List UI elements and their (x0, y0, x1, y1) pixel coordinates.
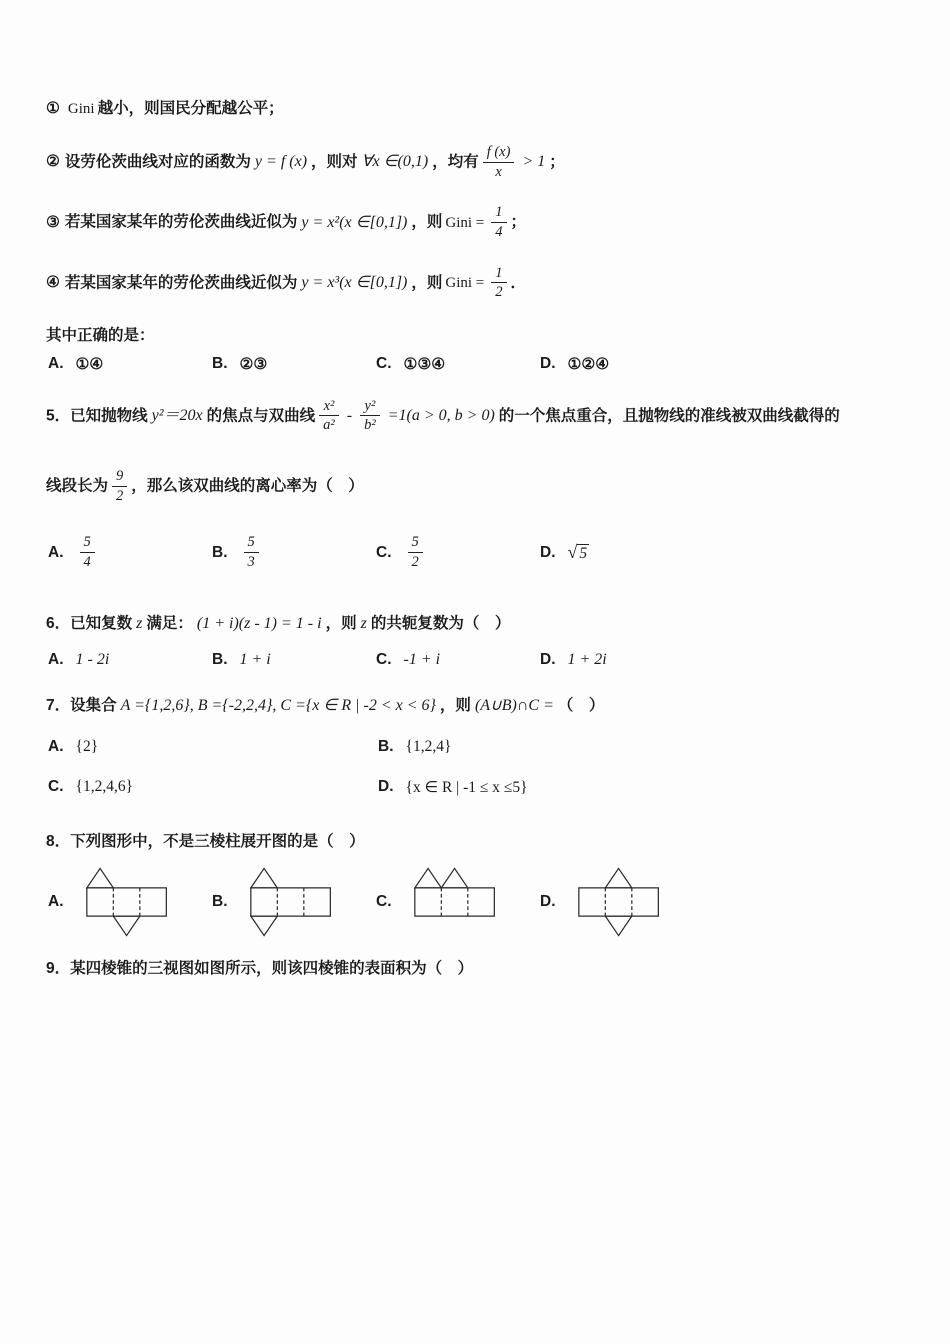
q7-stem (46, 695, 910, 717)
q9-text: 某四棱锥的三视图如图所示，则该四棱锥的表面积为（ ） (70, 960, 474, 978)
q5-text-5: ，那么该双曲线的离心率为（ ） (131, 477, 364, 495)
q7-option-c (48, 778, 378, 796)
q7-option-a (48, 738, 378, 756)
q7-option-b (378, 738, 708, 756)
q8-option-c (376, 864, 540, 940)
q7-options-row-2 (48, 778, 910, 797)
statement-2-formula-1: y = f (x) (254, 153, 308, 171)
fraction-denominator: 4 (495, 224, 503, 241)
q7-options (46, 738, 910, 797)
q8-text: 下列图形中，不是三棱柱展开图的是（ ） (70, 832, 365, 850)
fraction-numerator: 5 (80, 534, 95, 553)
fraction-numerator: 5 (244, 534, 259, 553)
statement-4-text-3: ． (510, 273, 527, 291)
statement-2-marker: ② (46, 153, 60, 171)
option-label: D. (540, 893, 556, 911)
option-fraction (244, 534, 259, 570)
option-label: D. (540, 355, 556, 373)
option-fraction (80, 534, 95, 570)
option-value: ①②④ (567, 355, 610, 373)
prism-net-c-image (406, 864, 512, 940)
q5-formula-condition: =1(a > 0, b > 0) (387, 406, 495, 424)
q6-options (48, 651, 910, 669)
option-label: B. (212, 355, 228, 373)
statement-3-fraction (491, 204, 506, 240)
statement-4-formula-1: y = x³(x ∈[0,1]) (301, 273, 408, 291)
fraction-denominator: 4 (83, 554, 91, 571)
q5-text-1: 已知抛物线 (70, 406, 148, 424)
option-label: C. (376, 355, 392, 373)
sqrt-value: 5 (579, 545, 588, 563)
q5-option-d (540, 542, 704, 563)
q7-options-row-1 (48, 738, 910, 756)
statement-1-text: 越小，则国民分配越公平； (97, 100, 284, 117)
fraction-numerator: f (x) (483, 144, 515, 163)
q8-option-b (212, 864, 376, 940)
sqrt-expression (568, 542, 590, 563)
option-label: B. (212, 651, 228, 669)
statement-3-text-1: 若某国家某年的劳伦茨曲线近似为 (64, 213, 298, 231)
fraction-denominator: b² (364, 417, 376, 434)
statement-3-formula-1: y = x²(x ∈[0,1]) (301, 213, 408, 231)
option-value: {2} (75, 737, 99, 755)
prism-net-a-image (78, 864, 184, 940)
fraction-denominator: 3 (247, 554, 255, 571)
statement-4-gini: Gini = (445, 274, 485, 291)
statement-1-gini: Gini (67, 101, 95, 117)
prism-net-d-image (570, 864, 676, 940)
q5-fraction-y2b2 (360, 398, 380, 434)
option-value: ①③④ (403, 355, 446, 373)
option-label: B. (378, 737, 394, 755)
option-label: C. (376, 543, 392, 561)
option-label: C. (376, 893, 392, 911)
q7-text-2: ，则 (439, 697, 471, 715)
option-label: A. (48, 543, 64, 561)
q6-text-1: 已知复数 (70, 614, 133, 632)
q5-option-c (376, 534, 540, 570)
statement-3-text-3: ； (510, 213, 527, 231)
option-value: -1 + i (403, 651, 441, 669)
statement-2-text-2: ，则对 (311, 153, 358, 171)
option-value: 1 + i (239, 651, 271, 669)
q6-text-3: ，则 (325, 614, 357, 632)
statement-4-fraction (491, 265, 506, 301)
fraction-denominator: 2 (495, 284, 503, 301)
q6-text-2: 满足： (146, 614, 193, 632)
option-label: C. (48, 778, 64, 796)
statement-2 (46, 144, 910, 180)
q6-text-4: 的共轭复数为（ ） (370, 614, 511, 632)
statement-2-fraction (483, 144, 515, 180)
q6-option-b (212, 651, 376, 669)
fraction-numerator: 1 (491, 265, 506, 284)
statement-1 (46, 98, 910, 120)
option-value: {1,2,4,6} (75, 778, 134, 796)
q7-text-1: 设集合 (70, 697, 117, 715)
option-label: B. (212, 543, 228, 561)
q8-number: 8． (46, 832, 71, 850)
q5-fraction-x2a2 (319, 398, 339, 434)
option-label: D. (540, 543, 556, 561)
q5-text-3: 的一个焦点重合，且抛物线的准线被双曲线截得的 (498, 406, 840, 424)
q6-equation: (1 + i)(z - 1) = 1 - i (196, 614, 322, 632)
statement-3 (46, 204, 910, 240)
option-fraction (408, 534, 423, 570)
option-label: C. (376, 651, 392, 669)
option-label: A. (48, 893, 64, 911)
q4-option-d (540, 355, 704, 374)
option-label: A. (48, 355, 64, 373)
q5-options (48, 534, 910, 570)
option-label: D. (378, 778, 394, 796)
option-label: B. (212, 893, 228, 911)
statement-2-text-1: 设劳伦茨曲线对应的函数为 (64, 153, 251, 171)
statement-3-gini: Gini = (445, 214, 485, 231)
statement-1-marker: ① (46, 100, 60, 117)
option-value: {x ∈ R | -1 ≤ x ≤5} (405, 778, 528, 796)
q8-stem (46, 831, 910, 853)
statement-2-text-3: ，均有 (432, 153, 479, 171)
q9-number: 9． (46, 960, 71, 978)
statement-2-text-4: ； (549, 153, 565, 171)
q9-stem (46, 958, 910, 980)
q7-option-d (378, 778, 708, 797)
q8-option-d (540, 864, 704, 940)
statement-2-formula-2: ∀x ∈(0,1) (361, 153, 429, 171)
statement-4-marker: ④ (46, 273, 60, 291)
fraction-numerator: y² (360, 398, 380, 417)
option-value: ①④ (75, 355, 104, 373)
q7-expression: (A∪B)∩C = (474, 697, 554, 715)
q6-option-d (540, 651, 704, 669)
q7-sets-definition: A ={1,2,6}, B ={-2,2,4}, C ={x ∈ R | -2 < x < 6} (120, 697, 436, 715)
q7-number: 7． (46, 697, 71, 715)
q5-option-a (48, 534, 212, 570)
fraction-numerator: 9 (112, 468, 127, 487)
option-value: 1 - 2i (75, 651, 110, 669)
fraction-denominator: 2 (411, 554, 419, 571)
q6-option-a (48, 651, 212, 669)
q4-option-b (212, 355, 376, 374)
q5-number: 5． (46, 406, 71, 424)
q5-text-4: 线段长为 (46, 477, 109, 495)
fraction-denominator: x (495, 163, 502, 180)
statement-3-marker: ③ (46, 213, 60, 231)
q8-options (48, 864, 910, 940)
q5-stem (46, 398, 910, 434)
option-value: ②③ (239, 355, 268, 373)
q8-option-a (48, 864, 212, 940)
q4-option-a (48, 355, 212, 374)
q5-fraction-92 (112, 468, 127, 504)
q6-option-c (376, 651, 540, 669)
fraction-denominator: a² (323, 417, 335, 434)
option-label: A. (48, 737, 64, 755)
option-label: D. (540, 651, 556, 669)
q5-text-2: 的焦点与双曲线 (206, 406, 316, 424)
sqrt-sign-icon: √ (567, 542, 578, 563)
fraction-denominator: 2 (116, 487, 124, 504)
statement-4 (46, 265, 910, 301)
fraction-numerator: x² (319, 398, 339, 417)
q5-minus-sign: - (346, 406, 353, 424)
q5-stem-line-2 (46, 468, 910, 504)
option-value: 1 + 2i (567, 651, 607, 669)
q6-z-symbol-2: z (360, 614, 367, 632)
q5-option-b (212, 534, 376, 570)
fraction-numerator: 5 (408, 534, 423, 553)
statement-3-text-2: ，则 (411, 213, 443, 231)
statement-4-text-1: 若某国家某年的劳伦茨曲线近似为 (64, 273, 298, 291)
q5-formula-parabola: y²＝20x (151, 406, 203, 424)
q6-number: 6． (46, 614, 71, 632)
q4-prompt: 其中正确的是： (46, 327, 155, 345)
statement-2-formula-3: > 1 (522, 153, 546, 171)
q7-text-3: （ ） (557, 697, 605, 715)
option-label: A. (48, 651, 64, 669)
q4-option-c (376, 355, 540, 374)
q6-stem (46, 613, 910, 635)
option-value: {1,2,4} (405, 737, 452, 755)
q6-z-symbol: z (136, 614, 143, 632)
q4-options (48, 355, 910, 374)
statement-4-text-2: ，则 (411, 273, 443, 291)
prism-net-b-image (242, 864, 348, 940)
fraction-numerator: 1 (491, 204, 506, 223)
